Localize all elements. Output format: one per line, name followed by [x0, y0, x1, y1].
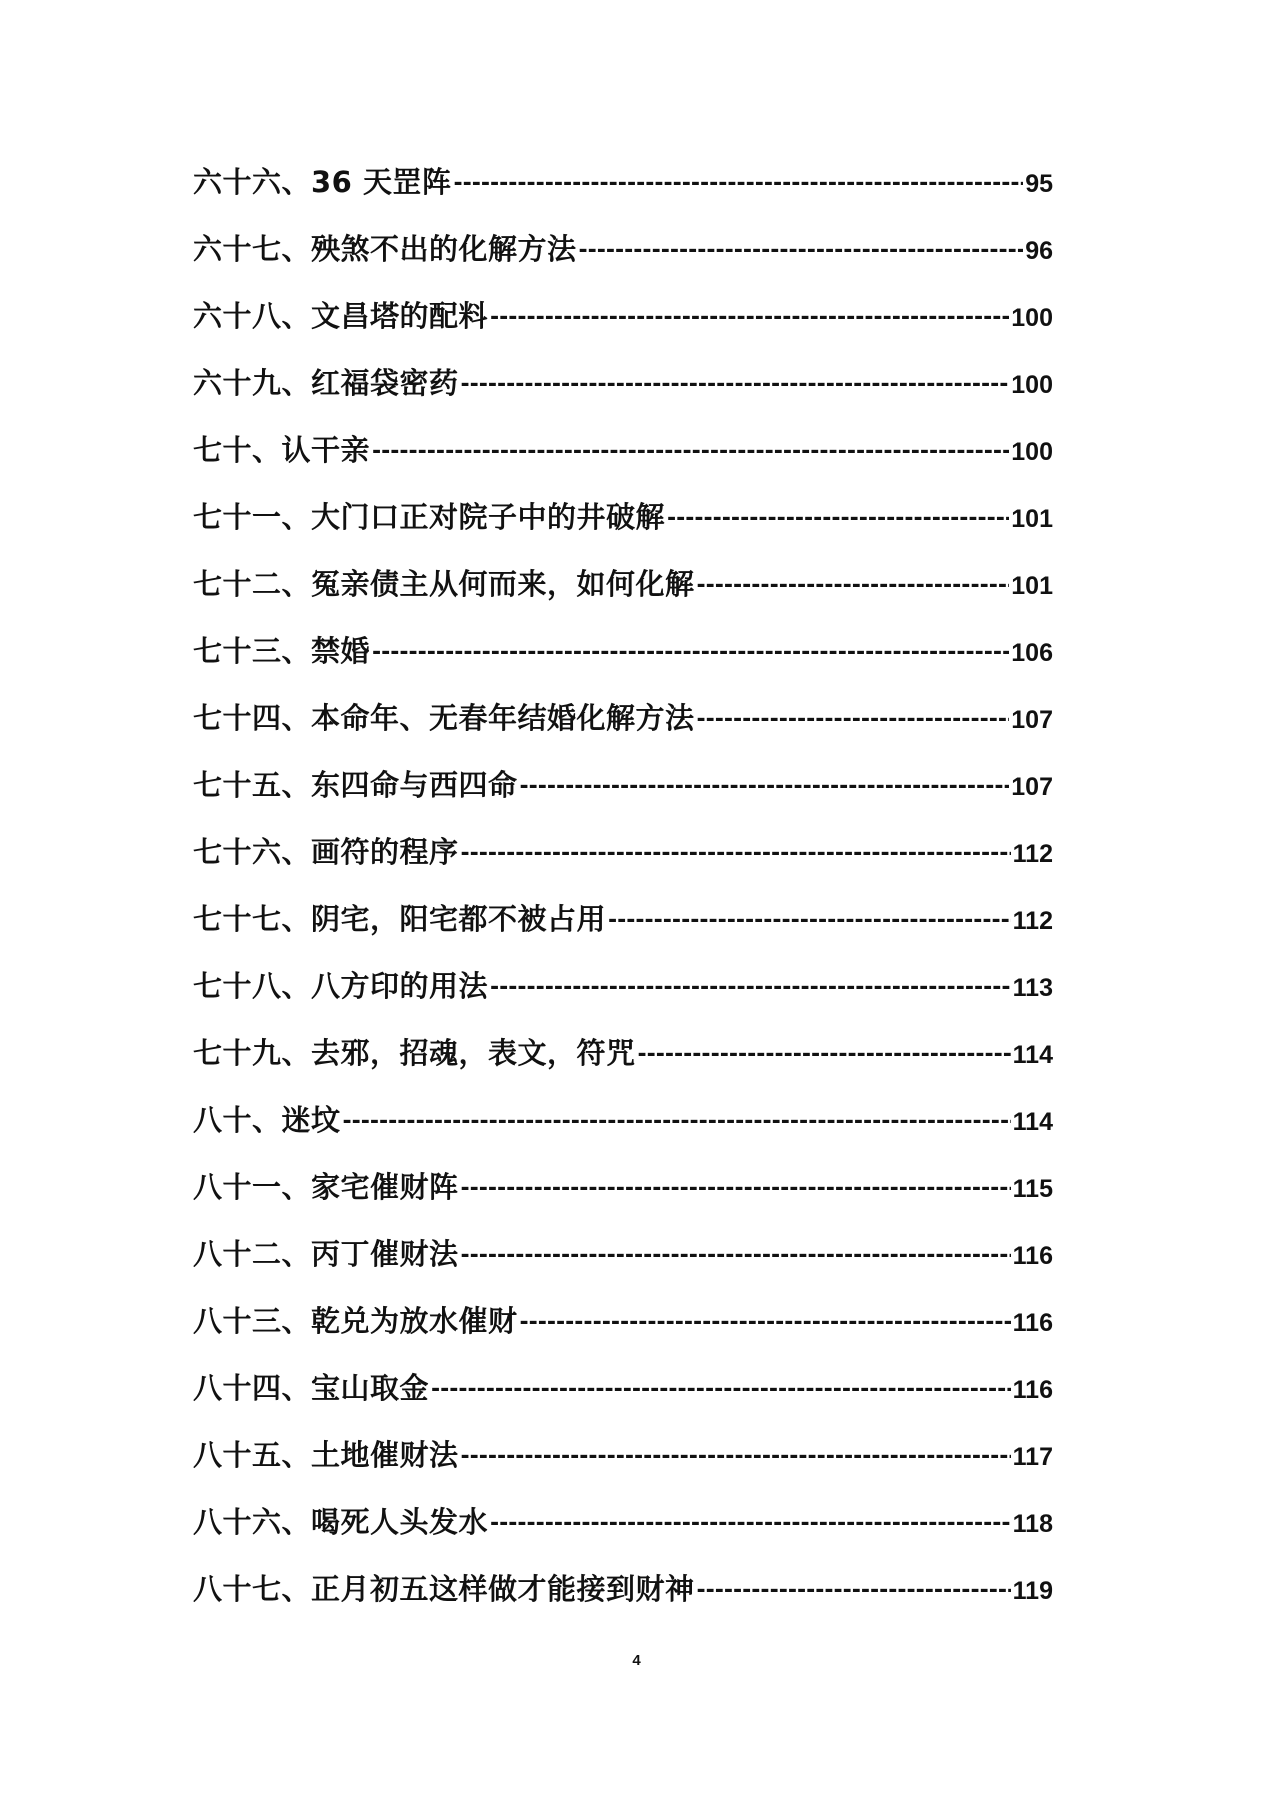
- toc-entry[interactable]: [193, 1234, 1053, 1301]
- toc-leader-dashes: [667, 499, 1009, 539]
- toc-entry-page: 119: [1012, 1577, 1053, 1605]
- toc-entry-title: 八十、迷坟: [193, 1103, 341, 1137]
- toc-leader-dashes: [697, 566, 1010, 606]
- toc-entry-title: 六十七、殃煞不出的化解方法: [193, 232, 577, 266]
- toc-entry-page: 116: [1012, 1376, 1053, 1404]
- toc-entry-title: 七十一、大门口正对院子中的井破解: [193, 500, 666, 534]
- toc-entry-page: 107: [1011, 706, 1053, 734]
- toc-entry-title: 八十七、正月初五这样做才能接到财神: [193, 1572, 695, 1606]
- toc-leader-dashes: [343, 1102, 1011, 1142]
- toc-entry-page: 115: [1012, 1175, 1053, 1203]
- toc-entry[interactable]: [193, 296, 1053, 363]
- table-of-contents: [193, 162, 1053, 1636]
- toc-leader-dashes: [461, 1169, 1011, 1209]
- toc-leader-dashes: [461, 834, 1011, 874]
- toc-entry-page: 100: [1011, 304, 1053, 332]
- toc-leader-dashes: [697, 1571, 1011, 1611]
- toc-entry-title: 八十二、丙丁催财法: [193, 1237, 459, 1271]
- toc-entry-title: 六十六、36 天罡阵: [193, 165, 452, 199]
- toc-entry[interactable]: [193, 1301, 1053, 1368]
- toc-entry[interactable]: [193, 229, 1053, 296]
- toc-leader-dashes: [490, 298, 1009, 338]
- page-number: 4: [632, 1652, 641, 1669]
- toc-entry-title: 七十二、冤亲债主从何而来，如何化解: [193, 567, 695, 601]
- toc-entry-page: 107: [1011, 773, 1053, 801]
- toc-entry[interactable]: [193, 564, 1053, 631]
- toc-leader-dashes: [490, 968, 1011, 1008]
- toc-entry-page: 101: [1011, 572, 1053, 600]
- toc-entry[interactable]: [193, 765, 1053, 832]
- toc-entry-page: 101: [1011, 505, 1053, 533]
- toc-entry[interactable]: [193, 430, 1053, 497]
- toc-entry-title: 八十六、喝死人头发水: [193, 1505, 489, 1539]
- toc-leader-dashes: [490, 1504, 1011, 1544]
- toc-entry-title: 七十九、去邪，招魂，表文，符咒: [193, 1036, 636, 1070]
- toc-entry-page: 100: [1011, 438, 1053, 466]
- toc-entry-title: 八十一、家宅催财阵: [193, 1170, 459, 1204]
- toc-entry-page: 114: [1012, 1041, 1053, 1069]
- toc-leader-dashes: [372, 432, 1009, 472]
- toc-entry-page: 112: [1012, 907, 1053, 935]
- toc-entry[interactable]: [193, 497, 1053, 564]
- toc-leader-dashes: [638, 1035, 1011, 1075]
- toc-entry-title: 七十七、阴宅，阳宅都不被占用: [193, 902, 607, 936]
- toc-entry-page: 106: [1011, 639, 1053, 667]
- toc-entry-title: 七十、认干亲: [193, 433, 371, 467]
- toc-leader-dashes: [608, 901, 1011, 941]
- toc-entry[interactable]: [193, 899, 1053, 966]
- toc-entry-page: 117: [1012, 1443, 1053, 1471]
- toc-entry[interactable]: [193, 966, 1053, 1033]
- toc-entry-title: 六十九、红福袋密药: [193, 366, 459, 400]
- toc-leader-dashes: [697, 700, 1010, 740]
- toc-entry-title: 八十三、乾兑为放水催财: [193, 1304, 518, 1338]
- toc-leader-dashes: [520, 1303, 1011, 1343]
- toc-entry-page: 116: [1012, 1309, 1053, 1337]
- toc-entry-page: 112: [1012, 840, 1053, 868]
- toc-entry[interactable]: [193, 1167, 1053, 1234]
- toc-entry[interactable]: [193, 1435, 1053, 1502]
- toc-entry-page: 95: [1025, 170, 1053, 198]
- toc-leader-dashes: [461, 1236, 1011, 1276]
- toc-entry[interactable]: [193, 1368, 1053, 1435]
- toc-entry[interactable]: [193, 162, 1053, 229]
- toc-entry-page: 114: [1012, 1108, 1053, 1136]
- toc-entry-title: 八十四、宝山取金: [193, 1371, 430, 1405]
- toc-entry-title: 六十八、文昌塔的配料: [193, 299, 489, 333]
- toc-entry[interactable]: [193, 832, 1053, 899]
- toc-entry-page: 116: [1012, 1242, 1053, 1270]
- toc-leader-dashes: [461, 365, 1010, 405]
- toc-leader-dashes: [431, 1370, 1011, 1410]
- toc-entry-page: 118: [1012, 1510, 1053, 1538]
- toc-entry-page: 96: [1025, 237, 1053, 265]
- toc-entry[interactable]: [193, 363, 1053, 430]
- toc-leader-dashes: [453, 164, 1023, 204]
- toc-entry-title: 七十三、禁婚: [193, 634, 371, 668]
- toc-entry-page: 100: [1011, 371, 1053, 399]
- toc-entry[interactable]: [193, 1502, 1053, 1569]
- toc-entry[interactable]: [193, 631, 1053, 698]
- toc-entry-title: 七十六、画符的程序: [193, 835, 459, 869]
- toc-entry[interactable]: [193, 1033, 1053, 1100]
- toc-entry-title: 七十五、东四命与西四命: [193, 768, 518, 802]
- toc-leader-dashes: [461, 1437, 1011, 1477]
- toc-entry-title: 八十五、土地催财法: [193, 1438, 459, 1472]
- toc-entry-page: 113: [1012, 974, 1053, 1002]
- toc-leader-dashes: [372, 633, 1009, 673]
- toc-entry-title: 七十四、本命年、无春年结婚化解方法: [193, 701, 695, 735]
- toc-entry[interactable]: [193, 1100, 1053, 1167]
- toc-entry[interactable]: [193, 1569, 1053, 1636]
- toc-entry-title: 七十八、八方印的用法: [193, 969, 489, 1003]
- toc-entry[interactable]: [193, 698, 1053, 765]
- toc-leader-dashes: [579, 231, 1024, 271]
- toc-leader-dashes: [520, 767, 1010, 807]
